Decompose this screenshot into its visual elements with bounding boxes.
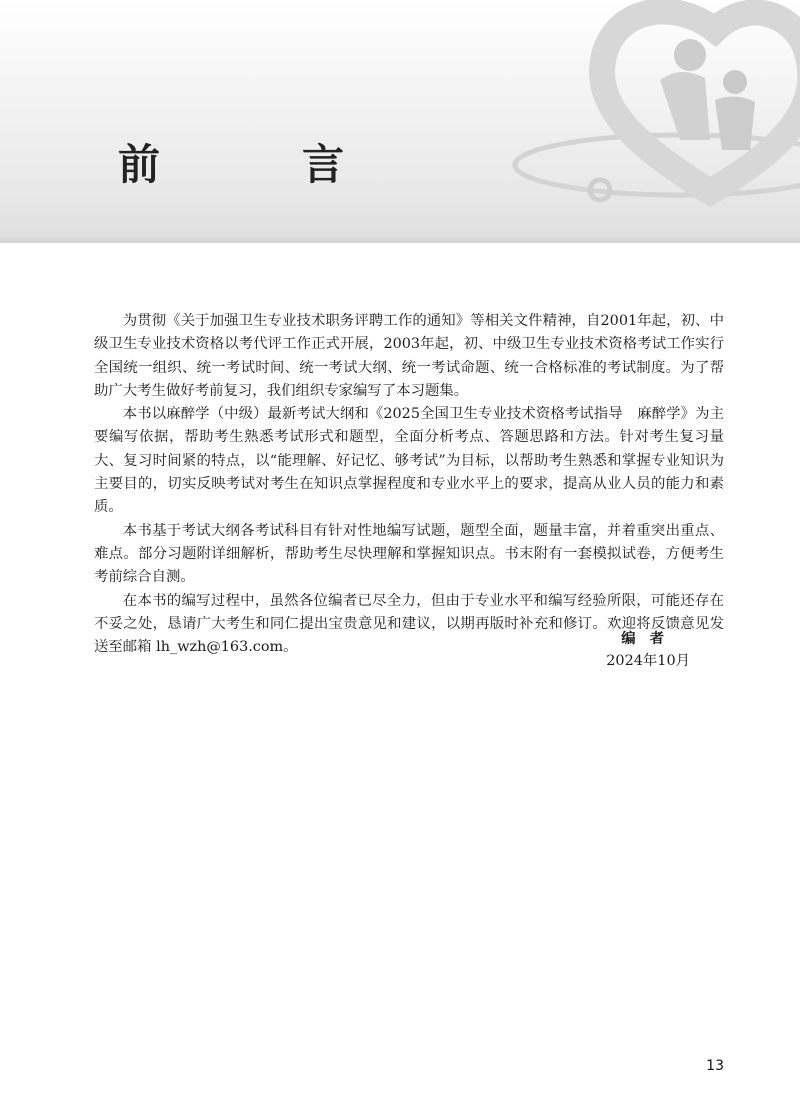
header-band bbox=[0, 0, 800, 243]
paragraph: 为贯彻《关于加强卫生专业技术职务评聘工作的通知》等相关文件精神，自2001年起，初、中级卫生专业技术资格以考代评工作正式开展，2003年起，初、中级卫生专业技术资格考试工作实行全国统一组织、统一考试时间、统一考试大纲、统一考试命题、统一合格标准的考试制度。为了帮助广大考生做好考前复习，我们组织专家编写了本习题集。 bbox=[94, 313, 724, 399]
page-number: 13 bbox=[706, 1058, 724, 1074]
paragraph: 本书基于考试大纲各考试科目有针对性地编写试题，题型全面，题量丰富，并着重突出重点、难点。部分习题附详细解析，帮助考生尽快理解和掌握知识点。书末附有一套模拟试卷，方便考生考前综合自测。 bbox=[94, 522, 724, 586]
preface-body bbox=[94, 310, 724, 659]
editor-label: 编者 bbox=[621, 631, 678, 647]
heart-family-stethoscope-icon bbox=[510, 0, 800, 215]
page-title: 前 言 bbox=[118, 140, 395, 189]
paragraph: 本书以麻醉学（中级）最新考试大纲和《2025全国卫生专业技术资格考试指导 麻醉学》为主要编写依据，帮助考生熟悉考试形式和题型，全面分析考点、答题思路和方法。针对考生复习量大、复习时间紧的特点，以“能理解、好记忆、够考试”为目标，以帮助考生熟悉和掌握专业知识为主要目的，切实反映考试对考生在知识点掌握程度和专业水平上的要求，提高从业人员的能力和素质。 bbox=[94, 406, 724, 516]
paragraph: 在本书的编写过程中，虽然各位编者已尽全力，但由于专业水平和编写经验所限，可能还存在不妥之处，恳请广大考生和同仁提出宝贵意见和建议，以期再版时补充和修订。欢迎将反馈意见发送至邮箱 lh_wzh@163.com。 bbox=[94, 592, 724, 656]
signature-block bbox=[606, 628, 690, 672]
signature-date: 2024年10月 bbox=[606, 653, 690, 669]
